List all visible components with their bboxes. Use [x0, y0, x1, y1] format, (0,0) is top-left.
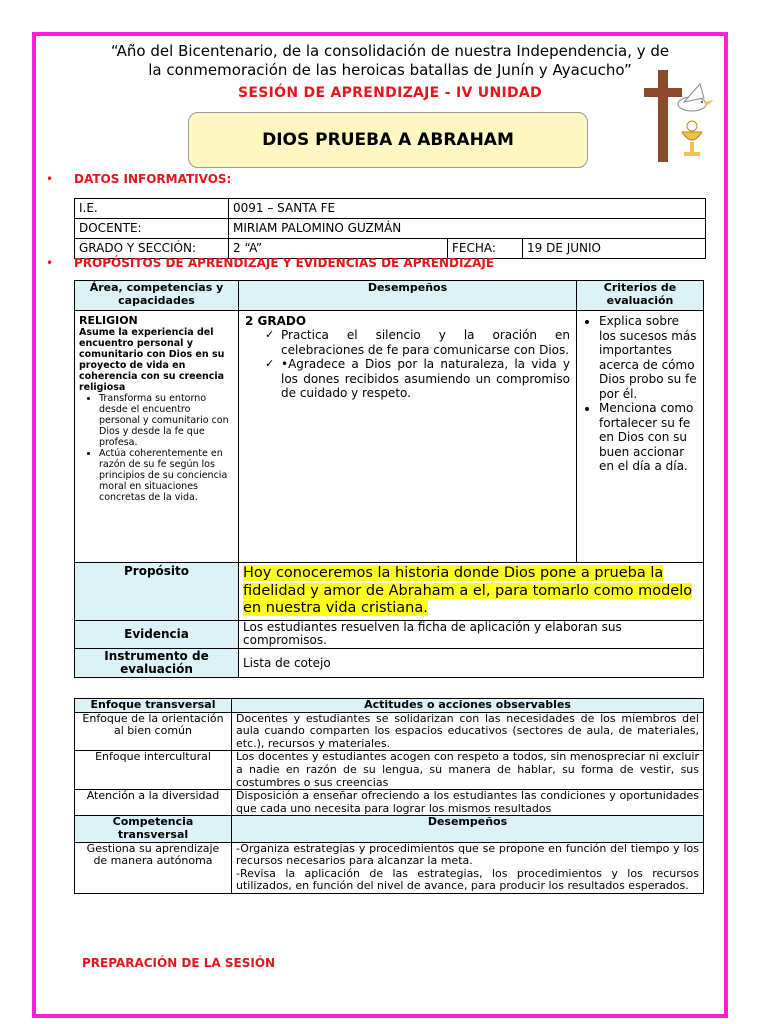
quote-line-1: “Año del Bicentenario, de la consolidación de nuestra Independencia, y de: [110, 42, 670, 60]
fecha-value: 19 DE JUNIO: [523, 239, 706, 259]
header-quote: [60, 42, 720, 80]
comp-desempeno: -Organiza estrategias y procedimientos que se propone en función del tiempo y los recursos necesarios para alcanzar la meta.: [236, 841, 699, 868]
enfoque-accion: Docentes y estudiantes se solidarizan con las necesidades de los miembros del aula cuando comparten los espacios educativos (sectores de aula, de materiales, etc.), recursos y materiales.: [232, 712, 704, 751]
enfoque-col-header: Enfoque transversal: [75, 699, 232, 713]
col-criterios: Criterios de evaluación: [577, 281, 704, 311]
table-row: [75, 790, 704, 816]
fecha-label: FECHA:: [448, 239, 523, 259]
table-row: [75, 563, 704, 621]
table-row: [75, 199, 706, 219]
list-item: ✓ Practica el silencio y la oración en celebraciones de fe para comunicarse con Dios.: [265, 328, 570, 357]
chalice-icon: [682, 121, 702, 156]
proposito-text: Hoy conoceremos la historia donde Dios pone a prueba la fidelidad y amor de Abraham a el, para tomarlo como modelo en nuestra vida cristiana.: [243, 565, 693, 616]
accion-col-header: Actitudes o acciones observables: [232, 699, 704, 713]
competencia-desempenos: [232, 842, 704, 893]
datos-table: [74, 198, 706, 259]
area-cell: [75, 311, 239, 563]
instrumento-text: Lista de cotejo: [239, 648, 704, 677]
evidencia-text: Los estudiantes resuelven la ficha de aplicación y elaboran sus compromisos.: [239, 620, 704, 648]
instrumento-label: Instrumento de evaluación: [75, 648, 239, 677]
preparacion-heading: PREPARACIÓN DE LA SESIÓN: [82, 956, 276, 970]
docente-label: DOCENTE:: [75, 219, 229, 239]
dove-icon: [678, 84, 714, 111]
quote-line-2: la conmemoración de las heroicas batallas de Junín y Ayacucho”: [148, 61, 632, 79]
table-row: [75, 219, 706, 239]
table-row: [75, 699, 704, 713]
grado-label: 2 GRADO: [245, 314, 307, 328]
list-item: • Menciona como fortalecer su fe en Dios con su buen accionar en el día a día.: [599, 401, 699, 474]
bullet-icon: •: [46, 256, 54, 270]
grado-label: GRADO Y SECCIÓN:: [75, 239, 229, 259]
comp-desempeno: -Revisa la aplicación de las estrategias, los procedimientos y los recursos utilizados, en función del nivel de avance, para producir los resultados esperados.: [236, 866, 699, 893]
table-row: [75, 751, 704, 790]
col-area: Área, competencias y capacidades: [75, 281, 239, 311]
ie-value: 0091 – SANTA FE: [229, 199, 706, 219]
propositos-table: [74, 280, 704, 678]
comp-desempenos-header: Desempeños: [232, 816, 704, 842]
enfoque-name: Enfoque intercultural: [75, 751, 232, 790]
criterios-list: [581, 314, 699, 474]
capacidades-list: [79, 393, 234, 503]
datos-heading: DATOS INFORMATIVOS:: [74, 172, 232, 186]
enfoque-name: Atención a la diversidad: [75, 790, 232, 816]
table-row: [75, 281, 704, 311]
cross-icon: [644, 70, 682, 162]
col-desempenos: Desempeños: [239, 281, 577, 311]
desempenos-list: [245, 328, 570, 401]
list-item: • Transforma su entorno desde el encuentro personal y comunitario con Dios y desde la fe que profesa.: [99, 393, 234, 448]
table-row: [75, 842, 704, 893]
table-row: [75, 620, 704, 648]
enfoque-accion: Los docentes y estudiantes acogen con respeto a todos, sin menospreciar ni excluir a nadie en razón de su lengua, su manera de hablar, su forma de vestir, sus costumbres o sus creencias: [232, 751, 704, 790]
table-row: [75, 311, 704, 563]
bullet-icon: •: [46, 172, 54, 186]
table-row: [75, 648, 704, 677]
proposito-label: Propósito: [75, 563, 239, 621]
list-item: • Actúa coherentemente en razón de su fe según los principios de su conciencia moral en situaciones concretas de la vida.: [99, 448, 234, 503]
area-name: RELIGION: [79, 314, 138, 327]
competencia-col-header: Competencia transversal: [75, 816, 232, 842]
proposito-cell: [239, 563, 704, 621]
lesson-title: DIOS PRUEBA A ABRAHAM: [188, 112, 588, 168]
table-row: [75, 816, 704, 842]
enfoque-name: Enfoque de la orientación al bien común: [75, 712, 232, 751]
list-item: • Explica sobre los sucesos más importantes acerca de cómo Dios probo su fe por él.: [599, 314, 699, 401]
table-row: [75, 712, 704, 751]
propositos-heading: PROPÓSITOS DE APRENDIZAJE Y EVIDENCIAS DE APRENDIZAJE: [74, 256, 495, 270]
criterios-cell: [577, 311, 704, 563]
competencia-name: Gestiona su aprendizaje de manera autónoma: [75, 842, 232, 893]
grado-value: 2 “A”: [229, 239, 448, 259]
evidencia-label: Evidencia: [75, 620, 239, 648]
enfoque-accion: Disposición a enseñar ofreciendo a los estudiantes las condiciones y oportunidades que cada uno necesita para lograr los mismos resultados: [232, 790, 704, 816]
competencia: Asume la experiencia del encuentro personal y comunitario con Dios en su proyecto de vida en coherencia con su creencia religiosa: [79, 327, 225, 393]
desempenos-cell: [239, 311, 577, 563]
cross-dove-chalice-icon: [640, 66, 720, 162]
enfoques-table: [74, 698, 704, 894]
docente-value: MIRIAM PALOMINO GUZMÁN: [229, 219, 706, 239]
session-title: SESIÓN DE APRENDIZAJE - IV UNIDAD: [238, 85, 542, 101]
ie-label: I.E.: [75, 199, 229, 219]
list-item: ✓ •Agradece a Dios por la naturaleza, la vida y los dones recibidos asumiendo un compromiso de cuidado y respeto.: [265, 357, 570, 401]
